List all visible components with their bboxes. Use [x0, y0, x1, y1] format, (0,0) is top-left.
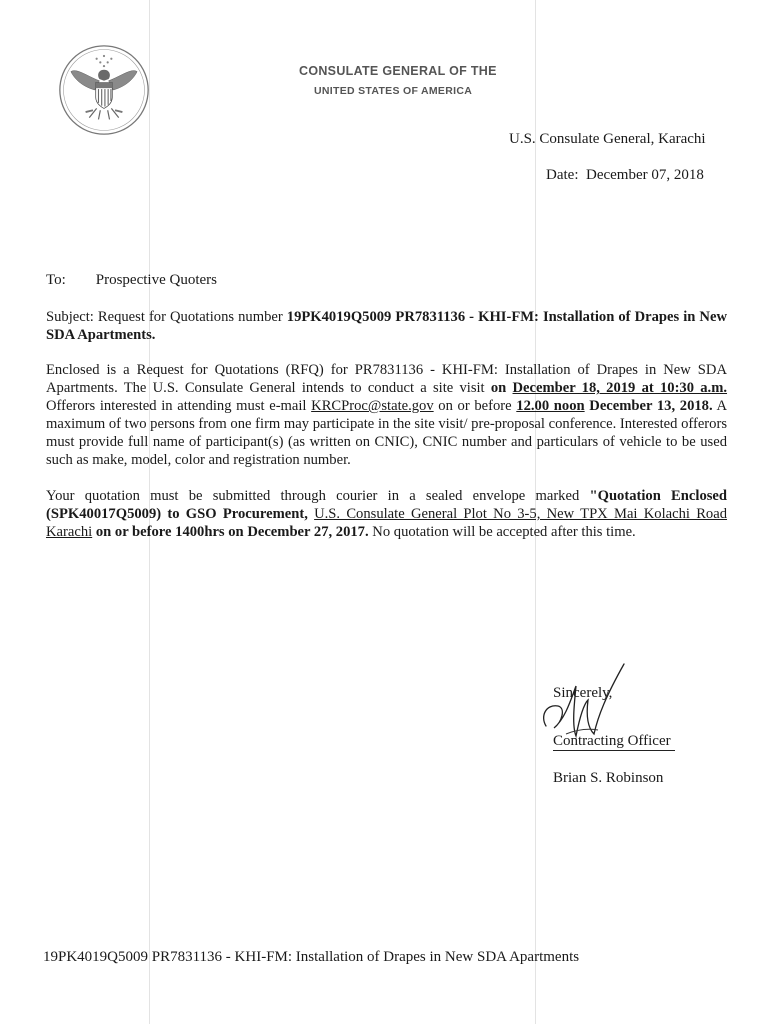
site-visit-date: December 18, 2019 at 10:30 a.m.	[512, 380, 728, 396]
to-value: Prospective Quoters	[95, 272, 217, 288]
quotation-marking: "Quotation Enclosed (SPK40017Q5009) to GSO Procurement,	[46, 488, 728, 522]
enclosed-text: A maximum of two persons from one firm may participate in the site visit/ pre-proposal conference. Interested offerors must provide full name of participant(s) (as written on CNIC), CNIC number and particulars of vehicle to be used such as make, model, color and registration number.	[46, 398, 727, 468]
quotation-text: No quotation will be accepted after this time.	[368, 524, 636, 540]
submission-deadline: on or before 1400hrs on December 27, 2017.	[92, 524, 369, 540]
quotation-text: Your quotation must be submitted through courier in a sealed envelope marked	[46, 488, 590, 504]
deadline-date: December 13, 2018.	[584, 398, 713, 414]
deadline-time: 12.00 noon	[516, 398, 585, 414]
enclosed-text: Enclosed is a Request for Quotations (RFQ) for PR7831136 - KHI-FM: Installation of Drapes in New SDA Apartments. The U.S. Consulate General intends to conduct a site visit	[46, 362, 727, 396]
date-value: December 07, 2018	[585, 167, 704, 183]
letterhead-subtitle: UNITED STATES OF AMERICA	[314, 85, 473, 97]
to-label: To:	[46, 272, 66, 288]
handwritten-signature	[536, 656, 646, 756]
recipient-line	[46, 272, 217, 289]
subject-paragraph	[46, 308, 727, 344]
consulate-address: U.S. Consulate General Plot No 3-5, New TPX Mai Kolachi Road Karachi	[46, 506, 728, 540]
footer-reference: 19PK4019Q5009 PR7831136 - KHI-FM: Installation of Drapes in New SDA Apartments	[43, 949, 580, 965]
subject-prefix: Subject: Request for Quotations number	[46, 309, 287, 325]
signer-title: Contracting Officer	[553, 733, 675, 751]
quotation-paragraph	[46, 487, 727, 541]
signer-name: Brian S. Robinson	[553, 770, 664, 786]
enclosed-text: Offerors interested in attending must e-mail	[46, 398, 312, 414]
email-link[interactable]: KRCProc@state.gov	[311, 398, 434, 414]
closing-salutation: Sincerely,	[553, 685, 613, 701]
subject-title: 19PK4019Q5009 PR7831136 - KHI-FM: Installation of Drapes in New SDA Apartments.	[46, 309, 727, 343]
sender-location: U.S. Consulate General, Karachi	[509, 131, 706, 147]
enclosed-text: on or before	[433, 398, 517, 414]
enclosed-paragraph	[46, 361, 727, 469]
great-seal-emblem	[58, 44, 150, 136]
enclosed-bold: on	[490, 380, 513, 396]
letter-date	[546, 167, 704, 184]
date-label: Date:	[546, 167, 579, 183]
letterhead-title: CONSULATE GENERAL OF THE	[299, 64, 497, 78]
